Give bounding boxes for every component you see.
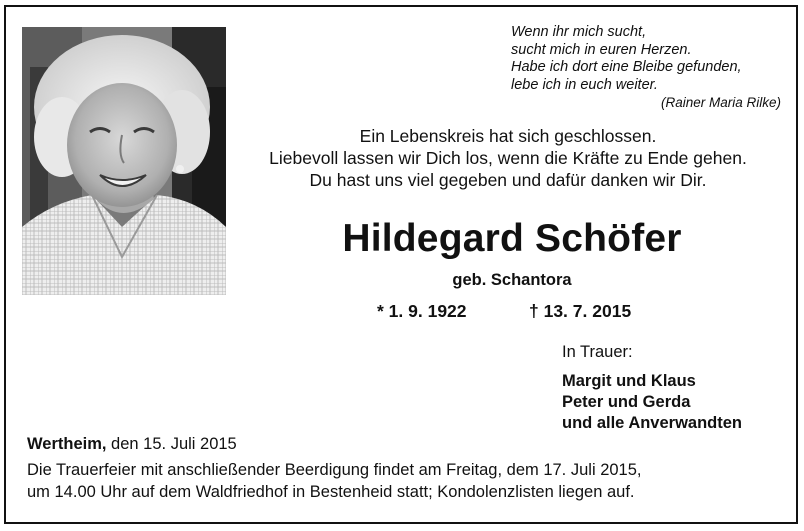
birth-date: * 1. 9. 1922	[377, 301, 467, 321]
portrait-photo	[22, 27, 226, 295]
poem-line: Habe ich dort eine Bleibe gefunden,	[511, 59, 742, 75]
notice-date: den 15. Juli 2015	[106, 435, 237, 453]
intro-line: Du hast uns viel gegeben und dafür danken wir Dir.	[309, 170, 707, 190]
place-name: Wertheim,	[27, 435, 107, 453]
mourning-label: In Trauer:	[562, 343, 633, 361]
birth-name: geb. Schantora	[452, 271, 572, 289]
poem-line: sucht mich in euren Herzen.	[511, 41, 692, 58]
poem-line: lebe ich in euch weiter.	[511, 76, 658, 93]
deceased-name: Hildegard Schöfer	[342, 217, 682, 260]
poem-author: (Rainer Maria Rilke)	[660, 95, 781, 110]
place-date-line	[27, 434, 237, 455]
mourner-name: Margit und Klaus	[562, 372, 696, 390]
poem-line: Wenn ihr mich sucht,	[511, 24, 647, 40]
intro-line: Liebevoll lassen wir Dich los, wenn die Kräfte zu Ende gehen.	[269, 148, 747, 168]
funeral-line: Die Trauerfeier mit anschließender Beerdigung findet am Freitag, dem 17. Juli 2015,	[27, 461, 642, 479]
mourner-name: und alle Anverwandten	[562, 414, 743, 432]
rilke-poem	[511, 24, 781, 112]
mourner-name: Peter und Gerda	[562, 393, 691, 411]
death-date: † 13. 7. 2015	[529, 301, 632, 321]
intro-line: Ein Lebenskreis hat sich geschlossen.	[359, 126, 657, 146]
mourners-block	[562, 342, 792, 434]
intro-text	[228, 125, 788, 191]
funeral-line: um 14.00 Uhr auf dem Waldfriedhof in Bestenheid statt; Kondolenzlisten liegen auf.	[27, 483, 635, 501]
funeral-details	[27, 459, 787, 503]
